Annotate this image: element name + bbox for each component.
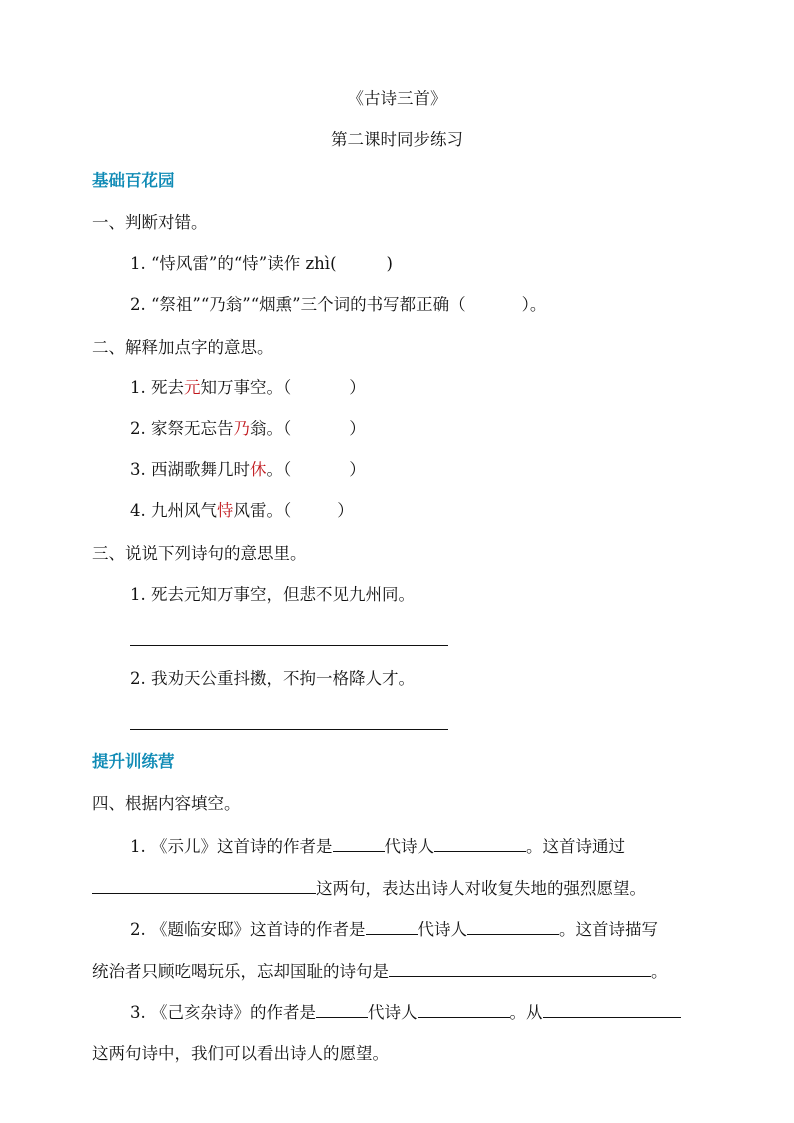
- fill-blank[interactable]: [366, 918, 418, 935]
- highlighted-char: 元: [184, 378, 201, 397]
- part4-question-3: [130, 1001, 681, 1024]
- question-text: 。从: [509, 1003, 543, 1022]
- part2-item-4: [130, 500, 354, 522]
- item-text: 。（: [266, 460, 292, 479]
- item-text: 翁。（: [250, 419, 292, 438]
- fill-blank[interactable]: [434, 835, 526, 852]
- item-close: ）: [349, 378, 366, 397]
- highlighted-char: 休: [250, 460, 267, 479]
- item-close: ）: [337, 501, 354, 520]
- fill-blank[interactable]: [92, 877, 316, 894]
- section-heading-advanced: 提升训练营: [92, 752, 175, 771]
- question-text: 。这首诗描写: [559, 920, 658, 939]
- question-text: 2. 《题临安邸》这首诗的作者是: [130, 920, 366, 939]
- part1-heading: 一、判断对错。: [92, 213, 208, 232]
- question-text: 统治者只顾吃喝玩乐，忘却国耻的诗句是: [92, 962, 389, 981]
- fill-blank[interactable]: [316, 1001, 368, 1018]
- item-text: 风雷。（: [233, 501, 292, 520]
- item-text: 知万事空。（: [200, 378, 292, 397]
- part3-question-2: 2. 我劝天公重抖擞，不拘一格降人才。: [130, 669, 415, 688]
- part3-question-1: 1. 死去元知万事空，但悲不见九州同。: [130, 585, 415, 604]
- answer-line[interactable]: [130, 645, 448, 646]
- part4-question-1-cont: [92, 877, 646, 900]
- highlighted-char: 乃: [233, 419, 250, 438]
- part4-heading: 四、根据内容填空。: [92, 794, 241, 813]
- question-text: 这两句，表达出诗人对收复失地的强烈愿望。: [316, 879, 646, 898]
- part1-question-2: [130, 294, 546, 316]
- item-close: ）: [349, 419, 366, 438]
- question-text: 1. 《示儿》这首诗的作者是: [130, 837, 333, 856]
- question-text: 3. 《己亥杂诗》的作者是: [130, 1003, 316, 1022]
- item-close: ）: [349, 460, 366, 479]
- part4-question-1: [130, 835, 625, 858]
- part1-q1-text: 1. “恃风雷”的“恃”读作 zhì(: [130, 254, 337, 273]
- question-text: 代诗人: [384, 837, 434, 856]
- question-text: 代诗人: [417, 920, 467, 939]
- fill-blank[interactable]: [467, 918, 559, 935]
- fill-blank[interactable]: [543, 1001, 681, 1018]
- part4-question-2-cont: [92, 960, 668, 983]
- fill-blank[interactable]: [418, 1001, 510, 1018]
- part1-question-1: [130, 253, 393, 275]
- part4-question-2: [130, 918, 658, 941]
- part2-item-3: [130, 459, 366, 481]
- part2-item-1: [130, 377, 366, 399]
- item-text: 3. 西湖歌舞几时: [130, 460, 250, 479]
- fill-blank[interactable]: [389, 960, 651, 977]
- part1-q2-close: ）。: [521, 295, 547, 314]
- item-text: 4. 九州风气: [130, 501, 217, 520]
- page-title: 《古诗三首》: [347, 89, 447, 108]
- fill-blank[interactable]: [333, 835, 385, 852]
- item-text: 1. 死去: [130, 378, 184, 397]
- part1-q1-close: ): [386, 254, 393, 273]
- page-subtitle: 第二课时同步练习: [331, 130, 463, 149]
- highlighted-char: 恃: [217, 501, 234, 520]
- answer-line[interactable]: [130, 729, 448, 730]
- part3-heading: 三、说说下列诗句的意思里。: [92, 544, 307, 563]
- part1-q2-text: 2. “祭祖”“乃翁”“烟熏”三个词的书写都正确（: [130, 295, 466, 314]
- part2-item-2: [130, 418, 366, 440]
- question-text: 代诗人: [368, 1003, 418, 1022]
- item-text: 2. 家祭无忘告: [130, 419, 234, 438]
- section-heading-basic: 基础百花园: [92, 171, 175, 190]
- part2-heading: 二、解释加点字的意思。: [92, 338, 274, 357]
- question-text: 。这首诗通过: [526, 837, 625, 856]
- part4-question-3-cont: 这两句诗中，我们可以看出诗人的愿望。: [92, 1044, 389, 1063]
- question-text: 。: [651, 962, 668, 981]
